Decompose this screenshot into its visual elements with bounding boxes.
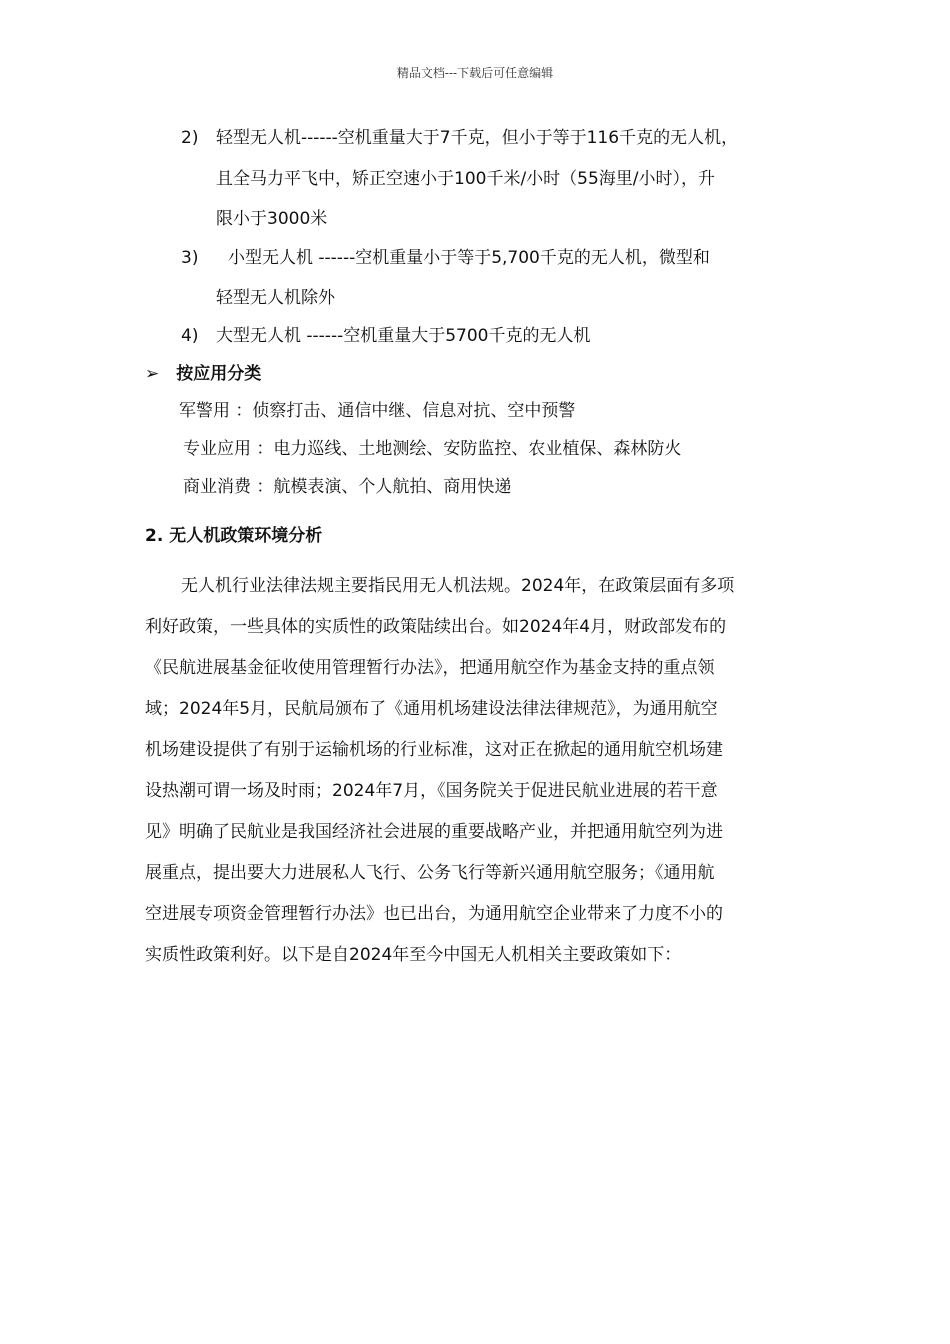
- paragraph-line: 机场建设提供了有别于运输机场的行业标准，这对正在掀起的通用航空机场建: [145, 740, 723, 760]
- list-item-text: 大型无人机 ------空机重量大于5700千克的无人机: [216, 326, 591, 346]
- paragraph-line: 实质性政策利好。以下是自2024年至今中国无人机相关主要政策如下：: [145, 945, 682, 965]
- application-item-professional: 专业应用 ：电力巡线、土地测绘、安防监控、农业植保、森林防火: [183, 439, 682, 459]
- list-item-number: 3): [181, 248, 199, 268]
- paragraph-line: 见》明确了民航业是我国经济社会进展的重要战略产业，并把通用航空列为进: [145, 822, 723, 842]
- paragraph-line: 无人机行业法律法规主要指民用无人机法规。2024年，在政策层面有多项: [181, 576, 735, 596]
- list-item-number: 4): [181, 326, 199, 346]
- list-item-text: 轻型无人机------空机重量大于7千克，但小于等于116千克的无人机，: [216, 128, 739, 148]
- list-item-text: 限小于3000米: [216, 209, 328, 229]
- application-heading-text: 按应用分类: [176, 364, 262, 384]
- paragraph-line: 设热潮可谓一场及时雨；2024年7月，《国务院关于促进民航业进展的若干意: [145, 781, 718, 801]
- application-item-commercial: 商业消费 ：航模表演、个人航拍、商用快递: [183, 477, 512, 497]
- paragraph-line: 空进展专项资金管理暂行办法》也已出台，为通用航空企业带来了力度不小的: [145, 904, 723, 924]
- list-item-number: 2): [181, 128, 199, 148]
- section-heading: 2. 无人机政策环境分析: [145, 526, 323, 546]
- paragraph-line: 展重点，提出要大力进展私人飞行、公务飞行等新兴通用航空服务；《通用航: [145, 863, 715, 883]
- paragraph-line: 域；2024年5月，民航局颁布了《通用机场建设法律法律规范》，为通用航空: [145, 699, 718, 719]
- list-item-text: 小型无人机 ------空机重量小于等于5,700千克的无人机，微型和: [228, 248, 710, 268]
- paragraph-line: 利好政策，一些具体的实质性的政策陆续出台。如2024年4月，财政部发布的: [145, 617, 727, 637]
- arrow-bullet-icon: ➢: [145, 364, 160, 384]
- list-item-text: 轻型无人机除外: [216, 288, 335, 308]
- application-item-military: 军警用 ：侦察打击、通信中继、信息对抗、空中预警: [179, 401, 576, 421]
- application-heading: [145, 362, 261, 386]
- page-header: 精品文档---下载后可任意编辑: [396, 66, 554, 80]
- paragraph-line: 《民航进展基金征收使用管理暂行办法》，把通用航空作为基金支持的重点领: [145, 658, 715, 678]
- list-item-text: 且全马力平飞中，矫正空速小于100千米/小时（55海里/小时），升: [216, 169, 716, 189]
